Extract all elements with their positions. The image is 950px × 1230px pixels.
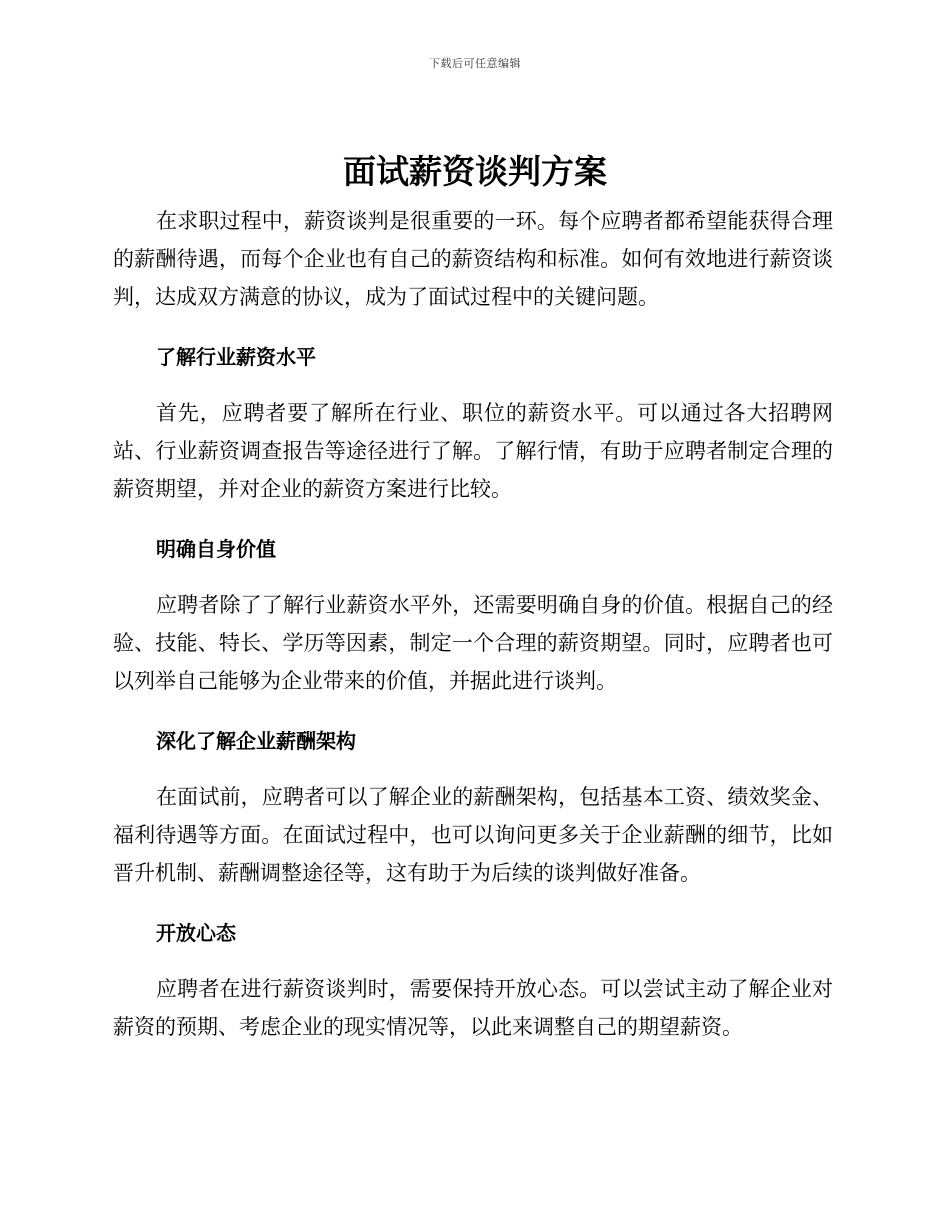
section-heading-self-value: 明确自身价值 bbox=[156, 537, 276, 561]
header-note: 下载后可任意编辑 bbox=[429, 57, 521, 70]
section-heading-industry-salary: 了解行业薪资水平 bbox=[156, 345, 316, 369]
section-body-open-mindset: 应聘者在进行薪资谈判时，需要保持开放心态。可以尝试主动了解企业对薪资的预期、考虑企业的现实情况等，以此来调整自己的期望薪资。 bbox=[113, 977, 833, 1039]
section-body-self-value: 应聘者除了了解行业薪资水平外，还需要明确自身的价值。根据自己的经验、技能、特长、学历等因素，制定一个合理的薪资期望。同时，应聘者也可以列举自己能够为企业带来的价值，并据此进行谈判。 bbox=[113, 593, 833, 693]
section-heading-compensation-structure: 深化了解企业薪酬架构 bbox=[156, 729, 356, 753]
section-body-compensation-structure: 在面试前，应聘者可以了解企业的薪酬架构，包括基本工资、绩效奖金、福利待遇等方面。在面试过程中，也可以询问更多关于企业薪酬的细节，比如晋升机制、薪酬调整途径等，这有助于为后续的谈判做好准备。 bbox=[113, 785, 833, 885]
page-title: 面试薪资谈判方案 bbox=[343, 152, 607, 191]
intro-paragraph: 在求职过程中，薪资谈判是很重要的一环。每个应聘者都希望能获得合理的薪酬待遇，而每个企业也有自己的薪资结构和标准。如何有效地进行薪资谈判，达成双方满意的协议，成为了面试过程中的关键问题。 bbox=[113, 209, 833, 309]
section-heading-open-mindset: 开放心态 bbox=[156, 921, 236, 945]
section-body-industry-salary: 首先，应聘者要了解所在行业、职位的薪资水平。可以通过各大招聘网站、行业薪资调查报告等途径进行了解。了解行情，有助于应聘者制定合理的薪资期望，并对企业的薪资方案进行比较。 bbox=[113, 401, 833, 501]
document-body bbox=[113, 202, 833, 1046]
